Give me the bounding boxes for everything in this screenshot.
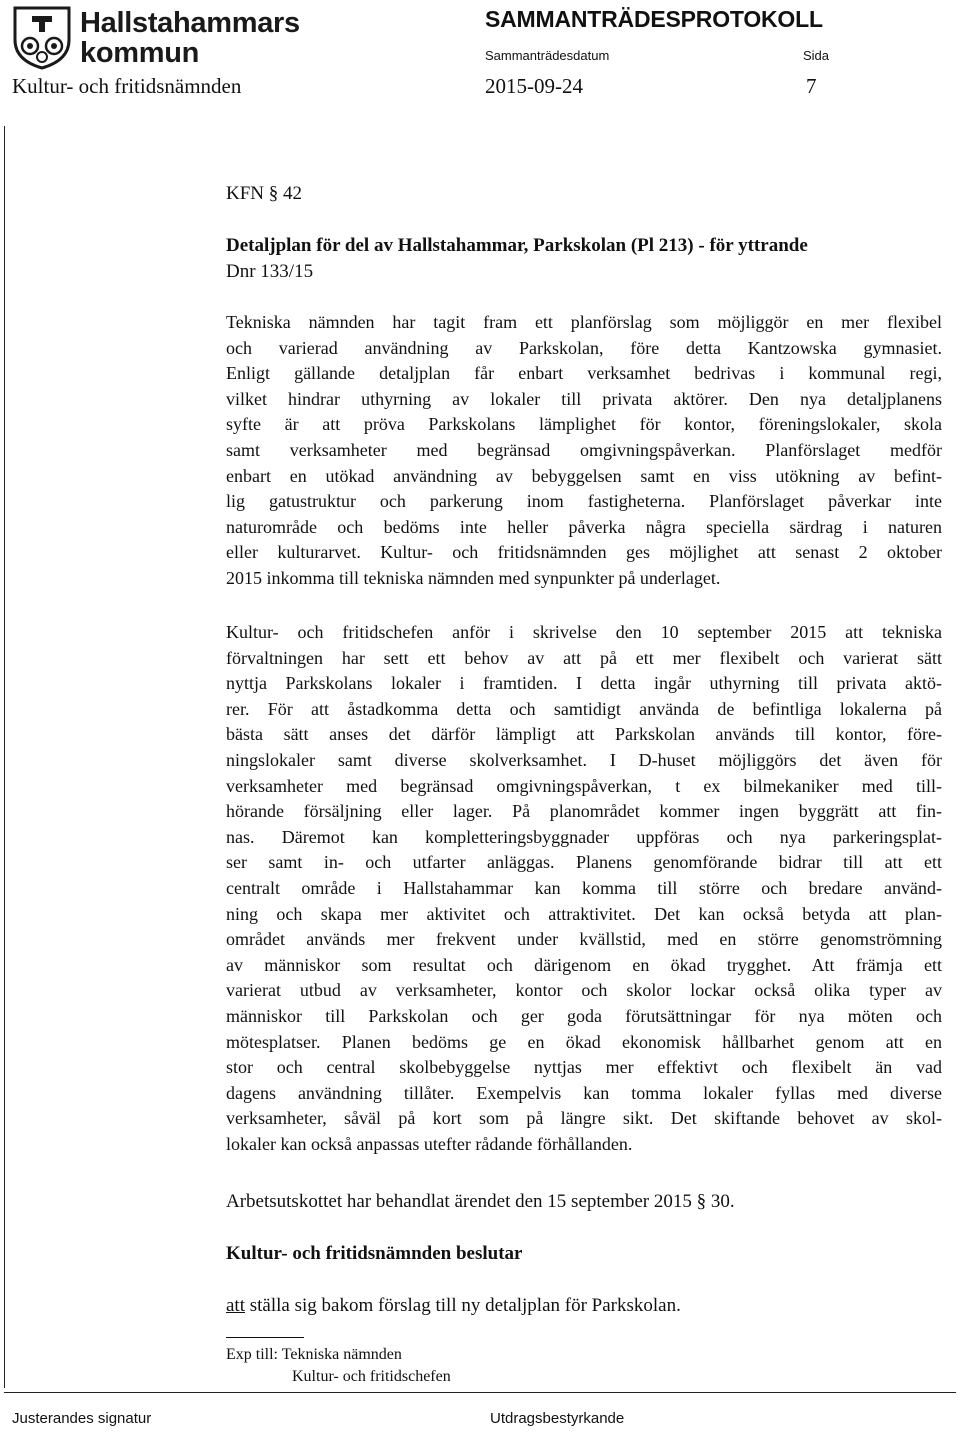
signature-label: Justerandes signatur: [12, 1410, 152, 1427]
expedition-separator: [226, 1337, 304, 1338]
text-line: människor till Parkskolan och ger goda förutsättningar för nya möten och: [226, 1005, 942, 1026]
municipality-name-line2: kommun: [80, 37, 200, 69]
text-line: nas. Däremot kan kompletteringsbyggnader uppföras och nya parkeringsplat-: [226, 826, 942, 847]
case-number: KFN § 42: [226, 183, 303, 204]
page-number: 7: [806, 74, 817, 98]
document-type-title: SAMMANTRÄDESPROTOKOLL: [485, 6, 823, 32]
text-line: ser samt in- och utfarter anläggas. Planens genomförande bidrar till att ett: [226, 852, 942, 873]
text-line: mötesplatser. Planen bedöms ge en ökad ekonomisk hållbarhet genom att en: [226, 1031, 942, 1052]
text-line: naturområde och bedöms inte heller påverka några speciella särdrag i naturen: [226, 516, 942, 537]
footer-rule: [4, 1392, 956, 1393]
text-line: verksamheter, såväl på kort som på längre sikt. Det skiftande behovet av skol-: [226, 1108, 942, 1129]
text-line: stor och central skolbebyggelse nyttjas mer effektivt och flexibelt än vad: [226, 1057, 942, 1078]
text-line: samt verksamheter med begränsad omgivningspåverkan. Planförslaget medför: [226, 439, 942, 460]
municipality-name: [80, 8, 300, 68]
left-margin-rule: [4, 126, 5, 1388]
text-line: nyttja Parkskolans lokaler i framtiden. I detta ingår uthyrning till privata aktö-: [226, 673, 942, 694]
expedition-recipient: Kultur- och fritidschefen: [292, 1368, 451, 1385]
decision-text: [226, 1293, 942, 1319]
decision-heading: Kultur- och fritidsnämnden beslutar: [226, 1243, 523, 1264]
paragraph-statement: [226, 620, 942, 1157]
text-line: Kultur- och fritidschefen anför i skrivelse den 10 september 2015 att tekniska: [226, 622, 942, 642]
text-line: av människor som resultat och därigenom en ökad trygghet. Att främja ett: [226, 954, 942, 975]
text-line: centralt område i Hallstahammar kan komma till större och bredare använd-: [226, 877, 942, 898]
municipality-name-line1: Hallstahammars: [80, 7, 300, 39]
text-line: vilket hindrar uthyrning av lokaler till privata aktörer. Den nya detaljplanens: [226, 388, 942, 409]
text-line: Tekniska nämnden har tagit fram ett planförslag som möjliggör en mer flexibel: [226, 312, 942, 332]
committee-name: Kultur- och fritidsnämnden: [12, 74, 242, 98]
text-line: dagens användning tillåter. Exempelvis kan tomma lokaler fyllas med diverse: [226, 1082, 942, 1103]
date-label: Sammanträdesdatum: [485, 48, 610, 63]
text-line: varierat utbud av verksamheter, kontor och skolor lockar också olika typer av: [226, 980, 942, 1001]
text-line: ningslokaler samt diverse skolverksamhet. I D-huset möjliggörs det även för: [226, 749, 942, 770]
text-line: enbart en utökad användning av bebyggelsen samt en viss utökning av befint-: [226, 465, 942, 486]
case-reference: Dnr 133/15: [226, 261, 314, 282]
text-line: Enligt gällande detaljplan får enbart verksamhet bedrivas i kommunal regi,: [226, 363, 942, 384]
text-line: 2015 inkomma till tekniska nämnden med synpunkter på underlaget.: [226, 567, 721, 588]
text-line: rer. För att åstadkomma detta och samtidigt använda de befintliga lokalerna på: [226, 698, 942, 719]
municipality-logo: [12, 6, 300, 70]
text-line: hörande försäljning eller lager. På planområdet kommer ingen byggrätt att fin-: [226, 801, 942, 822]
decision-body: ställa sig bakom förslag till ny detaljplan för Parkskolan.: [245, 1295, 681, 1316]
page-label: Sida: [803, 48, 830, 63]
text-line: lokaler kan också anpassas utefter rådande förhållanden.: [226, 1133, 633, 1154]
verification-label: Utdragsbestyrkande: [490, 1410, 625, 1427]
text-line: lig gatustruktur och parkerung inom fastigheterna. Planförslaget påverkar inte: [226, 491, 942, 512]
coat-of-arms-icon: [12, 6, 72, 70]
text-line: och varierad användning av Parkskolan, före detta Kantzowska gymnasiet.: [226, 337, 942, 358]
paragraph-committee-note: Arbetsutskottet har behandlat ärendet den 15 september 2015 § 30.: [226, 1191, 735, 1212]
decision-keyword: att: [226, 1295, 245, 1316]
text-line: eller kulturarvet. Kultur- och fritidsnämnden ges möjlighet att senast 2 oktober: [226, 542, 942, 563]
case-title: Detaljplan för del av Hallstahammar, Parkskolan (Pl 213) - för yttrande: [226, 235, 808, 256]
text-line: ning och skapa mer aktivitet och attraktivitet. Det kan också betyda att plan-: [226, 903, 942, 924]
expedition-label: Exp till: Tekniska nämnden: [226, 1346, 402, 1363]
text-line: förvaltningen har sett ett behov av att på ett mer flexibelt och varierat sätt: [226, 647, 942, 668]
text-line: syfte är att pröva Parkskolans lämplighet för kontor, föreningslokaler, skola: [226, 414, 942, 435]
text-line: bästa sätt anses det därför lämpligt att Parkskolan används till kontor, före-: [226, 724, 942, 745]
text-line: området används mer frekvent under kvällstid, med en större genomströmning: [226, 929, 942, 950]
paragraph-background: [226, 310, 942, 592]
meeting-date: 2015-09-24: [485, 74, 583, 98]
text-line: verksamheter med begränsad omgivningspåverkan, t ex bilmekaniker med till-: [226, 775, 942, 796]
